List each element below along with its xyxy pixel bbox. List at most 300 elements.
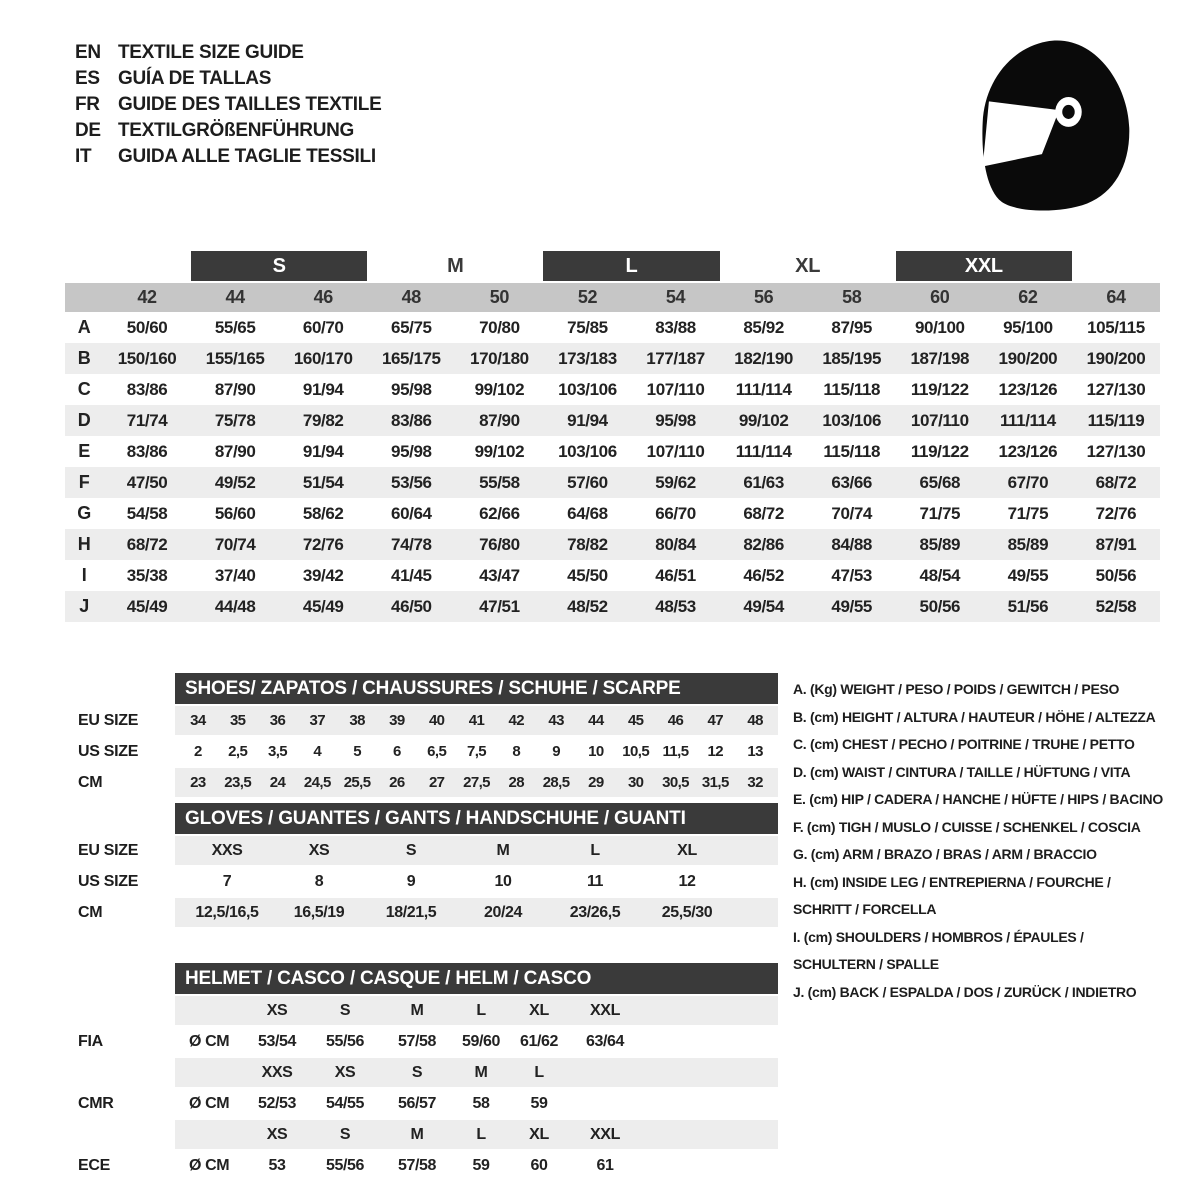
table-row <box>65 312 1160 343</box>
value-cell: 28 <box>508 774 525 791</box>
table-row <box>65 467 1160 498</box>
legend-line: F. (cm) TIGH / MUSLO / CUISSE / SCHENKEL / COSCIA <box>793 818 1141 835</box>
value-cell: 91/94 <box>567 410 608 430</box>
value-cell: 46 <box>667 712 684 729</box>
size-cell: XXS <box>261 1063 293 1081</box>
legend-item <box>793 676 1200 704</box>
row-strip <box>175 706 778 735</box>
language-title-list <box>75 40 381 170</box>
value-cell: 30 <box>627 774 644 791</box>
value-cell: 83/88 <box>655 317 696 337</box>
language-row <box>75 92 381 118</box>
value-cell: 65/68 <box>919 472 961 492</box>
value-cell: 27 <box>428 774 445 791</box>
value-cell: 25,5/30 <box>661 903 713 921</box>
language-code: EN <box>75 42 101 63</box>
column-header: 48 <box>401 287 421 307</box>
helmet-value-row <box>0 1151 778 1180</box>
shoes-table-rows <box>0 706 778 797</box>
value-cell: 65/75 <box>391 317 432 337</box>
gloves-table <box>0 803 778 927</box>
shoes-table-title: SHOES/ ZAPATOS / CHAUSSURES / SCHUHE / SCARPE <box>175 673 778 704</box>
size-cell: M <box>474 1063 488 1081</box>
unit-label: Ø CM <box>189 1156 230 1174</box>
value-cell: 51/56 <box>1007 596 1049 616</box>
table-row <box>65 436 1160 467</box>
row-strip <box>175 1058 778 1087</box>
value-cell: 83/86 <box>126 441 168 461</box>
language-title: GUÍA DE TALLAS <box>118 68 272 89</box>
language-row <box>75 144 381 170</box>
numeric-size-band <box>65 283 1160 312</box>
value-cell: 57/58 <box>397 1032 437 1050</box>
legend-line: A. (Kg) WEIGHT / PESO / POIDS / GEWITCH / PESO <box>793 681 1120 697</box>
value-cell: 6,5 <box>427 743 447 760</box>
section-row <box>0 898 778 927</box>
value-cell: 103/106 <box>558 379 617 399</box>
value-cell: 85/89 <box>919 534 961 554</box>
row-label <box>0 996 175 1025</box>
row-label: CM <box>78 773 103 791</box>
value-cell: 60 <box>530 1156 548 1174</box>
section-row <box>0 737 778 766</box>
value-cell: 119/122 <box>910 441 969 461</box>
legend-item <box>793 759 1200 787</box>
shoes-table <box>0 673 778 797</box>
value-cell: 58 <box>472 1094 490 1112</box>
row-strip <box>175 737 778 766</box>
value-cell: 60/70 <box>302 317 344 337</box>
value-cell: 72/76 <box>1095 503 1137 523</box>
value-cell: 85/89 <box>1007 534 1049 554</box>
value-cell: 54/58 <box>126 503 168 523</box>
row-label: FIA <box>78 1032 103 1050</box>
row-label: CM <box>78 903 103 921</box>
value-cell: M <box>496 841 510 859</box>
value-cell: 46/52 <box>743 565 784 585</box>
row-strip <box>175 1120 778 1149</box>
value-cell: 35/38 <box>126 565 168 585</box>
value-cell: 82/86 <box>743 534 784 554</box>
unit-spacer <box>175 1120 245 1149</box>
value-cell: XXS <box>211 841 243 859</box>
column-header: 60 <box>930 287 950 307</box>
row-strip <box>175 836 778 865</box>
column-header: 62 <box>1018 287 1038 307</box>
value-cell: 99/102 <box>474 379 525 399</box>
value-cell: 45/49 <box>302 596 344 616</box>
value-cell: 39/42 <box>302 565 344 585</box>
value-cell: 182/190 <box>734 348 793 368</box>
value-cell: 45 <box>627 712 644 729</box>
value-cell: 87/95 <box>831 317 872 337</box>
value-cell: 71/75 <box>1007 503 1049 523</box>
value-cell <box>569 1089 641 1118</box>
value-cell: 42 <box>508 712 525 729</box>
language-code: DE <box>75 120 101 141</box>
size-label-s: S <box>191 251 367 281</box>
size-label-m: M <box>447 254 464 277</box>
value-cell: 37/40 <box>214 565 256 585</box>
legend-line: B. (cm) HEIGHT / ALTURA / HAUTEUR / HÖHE / ALTEZZA <box>793 708 1156 725</box>
value-cell: 70/74 <box>214 534 256 554</box>
legend-item <box>793 979 1200 1007</box>
value-cell: 47/53 <box>831 565 872 585</box>
legend-line: H. (cm) INSIDE LEG / ENTREPIERNA / FOURCHE / <box>793 873 1111 890</box>
legend-line: D. (cm) WAIST / CINTURA / TAILLE / HÜFTUNG / VITA <box>793 763 1131 780</box>
table-row <box>65 529 1160 560</box>
value-cell: 95/98 <box>655 410 696 430</box>
value-cell: 76/80 <box>479 534 520 554</box>
value-cell: 72/76 <box>302 534 344 554</box>
helmet-size-row <box>0 996 778 1025</box>
size-cell: XS <box>266 1125 288 1143</box>
helmet-value-row <box>0 1089 778 1118</box>
column-header: 46 <box>313 287 333 307</box>
value-cell: 44/48 <box>214 596 256 616</box>
value-cell: 61/63 <box>743 472 784 492</box>
size-label-xxl: XXL <box>896 251 1072 281</box>
row-label: D <box>77 410 91 430</box>
value-cell: 18/21,5 <box>385 903 437 921</box>
row-label: EU SIZE <box>78 841 139 859</box>
size-cell: L <box>534 1063 544 1081</box>
size-cell: S <box>411 1063 423 1081</box>
legend-line: G. (cm) ARM / BRAZO / BRAS / ARM / BRACCIO <box>793 846 1097 862</box>
value-cell: 34 <box>190 712 206 729</box>
racing-helmet-icon <box>978 38 1134 214</box>
value-cell: 23,5 <box>224 774 252 791</box>
value-cell: 30,5 <box>662 774 689 791</box>
value-cell: 49/55 <box>1007 565 1049 585</box>
helmet-table <box>0 963 778 1180</box>
value-cell: 71/74 <box>126 410 168 430</box>
value-cell: 47 <box>707 712 724 729</box>
value-cell: 70/74 <box>831 503 872 523</box>
value-cell: 45/49 <box>126 596 168 616</box>
language-title: GUIDA ALLE TAGLIE TESSILI <box>118 146 376 167</box>
value-cell: 2,5 <box>228 743 248 760</box>
value-cell: 23 <box>190 774 206 791</box>
value-cell: 111/114 <box>999 410 1056 430</box>
value-cell: 150/160 <box>117 348 177 368</box>
value-cell: 61/62 <box>519 1032 559 1050</box>
value-cell: 87/91 <box>1095 534 1137 554</box>
size-cell: XL <box>529 1001 549 1019</box>
legend-item <box>793 841 1200 869</box>
value-cell: 49/54 <box>743 596 784 616</box>
language-row <box>75 118 381 144</box>
legend-item <box>793 704 1200 732</box>
legend-line: E. (cm) HIP / CADERA / HANCHE / HÜFTE / HIPS / BACINO <box>793 791 1163 807</box>
row-strip <box>175 1027 778 1056</box>
section-row <box>0 706 778 735</box>
column-header: 64 <box>1106 287 1126 307</box>
value-cell: 58/62 <box>302 503 344 523</box>
legend-line: C. (cm) CHEST / PECHO / POITRINE / TRUHE / PETTO <box>793 736 1135 752</box>
value-cell: 59 <box>530 1094 548 1112</box>
value-cell: 105/115 <box>1087 317 1145 337</box>
value-cell: 187/198 <box>910 348 970 368</box>
value-cell: 190/200 <box>1086 348 1146 368</box>
size-header-spacer <box>65 251 103 281</box>
value-cell: 48/54 <box>919 565 961 585</box>
column-header: 50 <box>489 287 509 307</box>
size-cell <box>569 1058 641 1087</box>
helmet-table-title: HELMET / CASCO / CASQUE / HELM / CASCO <box>175 963 778 994</box>
row-strip <box>175 996 778 1025</box>
value-cell: 115/118 <box>823 441 881 461</box>
value-cell: 90/100 <box>914 317 965 337</box>
size-header-row <box>65 251 1160 281</box>
language-code: IT <box>75 146 92 167</box>
value-cell: 48/53 <box>655 596 696 616</box>
legend-line: SCHULTERN / SPALLE <box>793 956 939 972</box>
value-cell: 48/52 <box>567 596 608 616</box>
language-code: ES <box>75 68 100 89</box>
legend-item <box>793 924 1200 979</box>
value-cell: 8 <box>314 872 324 890</box>
value-cell: 43 <box>548 712 564 729</box>
language-title: TEXTILGRÖßENFÜHRUNG <box>118 120 355 141</box>
row-strip <box>175 1151 778 1180</box>
column-header: 52 <box>577 287 598 307</box>
size-label-l: L <box>543 251 719 281</box>
value-cell: 12,5/16,5 <box>195 903 259 921</box>
value-cell: 66/70 <box>655 503 696 523</box>
row-label: F <box>78 472 90 492</box>
column-header: 44 <box>225 287 245 307</box>
size-cell: XS <box>266 1001 288 1019</box>
value-cell: 103/106 <box>558 441 617 461</box>
value-cell: 56/60 <box>214 503 256 523</box>
value-cell: 44 <box>588 712 604 729</box>
value-cell: 47/50 <box>126 472 168 492</box>
value-cell: 87/90 <box>214 379 256 399</box>
value-cell: 56/57 <box>397 1094 437 1112</box>
value-cell: 107/110 <box>646 379 705 399</box>
row-label: A <box>77 317 91 337</box>
size-cell: S <box>339 1125 351 1143</box>
value-cell: 46/50 <box>391 596 432 616</box>
size-cell: L <box>476 1125 486 1143</box>
corner-spacer <box>65 283 103 312</box>
size-cell: S <box>339 1001 351 1019</box>
value-cell: 31,5 <box>701 774 729 791</box>
value-cell: 41/45 <box>391 565 432 585</box>
table-row <box>65 405 1160 436</box>
column-header: 42 <box>137 287 157 307</box>
value-cell: 84/88 <box>831 534 872 554</box>
section-row <box>0 867 778 896</box>
legend-line: I. (cm) SHOULDERS / HOMBROS / ÉPAULES / <box>793 928 1084 945</box>
helmet-size-row <box>0 1120 778 1149</box>
value-cell: 55/65 <box>214 317 256 337</box>
value-cell: 55/58 <box>479 472 520 492</box>
value-cell: 91/94 <box>302 441 344 461</box>
value-cell: 99/102 <box>738 410 789 430</box>
value-cell: 27,5 <box>463 774 490 791</box>
size-cell: XL <box>529 1125 549 1143</box>
value-cell: 9 <box>406 872 416 890</box>
value-cell: 52/58 <box>1095 596 1137 616</box>
row-label: C <box>77 379 91 399</box>
value-cell: 67/70 <box>1007 472 1049 492</box>
value-cell: 62/66 <box>479 503 520 523</box>
value-cell: 87/90 <box>214 441 256 461</box>
value-cell: 10,5 <box>622 743 650 760</box>
row-label: ECE <box>78 1156 110 1174</box>
legend-item <box>793 786 1200 814</box>
value-cell: 57/60 <box>567 472 608 492</box>
value-cell: 68/72 <box>743 503 784 523</box>
value-cell: 51/54 <box>302 472 344 492</box>
table-row <box>65 498 1160 529</box>
gloves-table-rows <box>0 836 778 927</box>
value-cell: 83/86 <box>391 410 432 430</box>
value-cell: XS <box>308 841 330 859</box>
section-row <box>0 768 778 797</box>
value-cell: 38 <box>349 712 365 729</box>
helmet-table-rows <box>0 996 778 1180</box>
value-cell: 24,5 <box>303 774 331 791</box>
row-strip <box>175 867 778 896</box>
value-cell: 50/56 <box>1095 565 1137 585</box>
value-cell: 60/64 <box>391 503 432 523</box>
gloves-table-title: GLOVES / GUANTES / GANTS / HANDSCHUHE / GUANTI <box>175 803 778 834</box>
value-cell: 41 <box>468 712 485 729</box>
size-cell: XXL <box>590 1125 620 1143</box>
value-cell: 173/183 <box>558 348 617 368</box>
value-cell: 68/72 <box>1095 472 1137 492</box>
legend-item <box>793 731 1200 759</box>
size-cell: M <box>410 1125 424 1143</box>
value-cell: 55/56 <box>325 1032 365 1050</box>
value-cell: 37 <box>309 712 326 729</box>
table-row <box>65 343 1160 374</box>
size-cell: XS <box>334 1063 356 1081</box>
helmet-value-row <box>0 1027 778 1056</box>
value-cell: 49/55 <box>831 596 872 616</box>
language-row <box>75 66 381 92</box>
column-header: 56 <box>754 287 774 307</box>
value-cell: 78/82 <box>567 534 608 554</box>
value-cell: 32 <box>747 774 763 791</box>
row-label: G <box>77 503 91 523</box>
value-cell: 29 <box>588 774 604 791</box>
value-cell: 20/24 <box>483 903 523 921</box>
table-row <box>65 560 1160 591</box>
row-label: E <box>78 441 90 461</box>
value-cell: 75/78 <box>214 410 256 430</box>
column-header: 58 <box>842 287 862 307</box>
value-cell: 85/92 <box>743 317 784 337</box>
value-cell: 177/187 <box>646 348 705 368</box>
value-cell: 75/85 <box>567 317 608 337</box>
row-label: J <box>79 596 89 616</box>
value-cell: 119/122 <box>910 379 969 399</box>
value-cell: 80/84 <box>655 534 696 554</box>
value-cell: 35 <box>229 712 246 729</box>
value-cell: 57/58 <box>397 1156 437 1174</box>
value-cell: 5 <box>353 743 361 760</box>
value-cell: 50/60 <box>126 317 168 337</box>
value-cell: 53/56 <box>391 472 432 492</box>
value-cell: 155/165 <box>205 348 265 368</box>
language-title: GUIDE DES TAILLES TEXTILE <box>118 94 382 115</box>
legend-item <box>793 869 1200 924</box>
row-label: CMR <box>78 1094 114 1112</box>
value-cell: L <box>590 841 600 859</box>
value-cell: 123/126 <box>998 379 1058 399</box>
value-cell: 79/82 <box>302 410 344 430</box>
value-cell: 185/195 <box>822 348 882 368</box>
value-cell: 170/180 <box>470 348 529 368</box>
value-cell: S <box>405 841 417 859</box>
value-cell: 26 <box>389 774 405 791</box>
value-cell: 107/110 <box>646 441 705 461</box>
size-cell: L <box>476 1001 486 1019</box>
value-cell: 59/60 <box>461 1032 501 1050</box>
value-cell: 9 <box>552 743 560 760</box>
value-cell: 23/26,5 <box>569 903 621 921</box>
value-cell: 10 <box>494 872 512 890</box>
section-row <box>0 836 778 865</box>
value-cell: 50/56 <box>919 596 961 616</box>
value-cell: 115/118 <box>823 379 881 399</box>
value-cell: 160/170 <box>293 348 353 368</box>
value-cell: 127/130 <box>1086 379 1146 399</box>
value-cell: 2 <box>194 743 202 760</box>
value-cell: 165/175 <box>381 348 441 368</box>
value-cell: 127/130 <box>1086 441 1146 461</box>
value-cell: 63/64 <box>585 1032 625 1050</box>
value-cell: 11 <box>586 872 604 890</box>
value-cell: 190/200 <box>998 348 1058 368</box>
row-label: EU SIZE <box>78 711 139 729</box>
value-cell: 64/68 <box>567 503 608 523</box>
value-cell: 55/56 <box>325 1156 365 1174</box>
value-cell: 115/119 <box>1087 410 1145 430</box>
value-cell: 6 <box>393 743 401 760</box>
row-label <box>0 1058 175 1087</box>
language-row <box>75 40 381 66</box>
value-cell: 43/47 <box>479 565 520 585</box>
language-code: FR <box>75 94 100 115</box>
value-cell: 7,5 <box>466 743 487 760</box>
row-strip <box>175 898 778 927</box>
value-cell: 61 <box>596 1156 614 1174</box>
legend-line: SCHRITT / FORCELLA <box>793 901 937 917</box>
unit-spacer <box>175 1058 245 1087</box>
value-cell: 71/75 <box>919 503 961 523</box>
measurement-legend <box>793 676 1200 1006</box>
value-cell: 7 <box>222 872 232 890</box>
table-row <box>65 374 1160 405</box>
row-label: H <box>77 534 91 554</box>
value-cell: 11,5 <box>662 743 689 760</box>
value-cell: 59 <box>472 1156 490 1174</box>
value-cell: 107/110 <box>910 410 969 430</box>
column-header: 54 <box>665 287 686 307</box>
value-cell: 68/72 <box>126 534 168 554</box>
value-cell: 95/98 <box>391 441 432 461</box>
language-title: TEXTILE SIZE GUIDE <box>118 42 304 63</box>
value-cell: 16,5/19 <box>293 903 345 921</box>
value-cell: 49/52 <box>214 472 256 492</box>
value-cell: 46/51 <box>655 565 696 585</box>
value-cell: 24 <box>269 774 286 791</box>
